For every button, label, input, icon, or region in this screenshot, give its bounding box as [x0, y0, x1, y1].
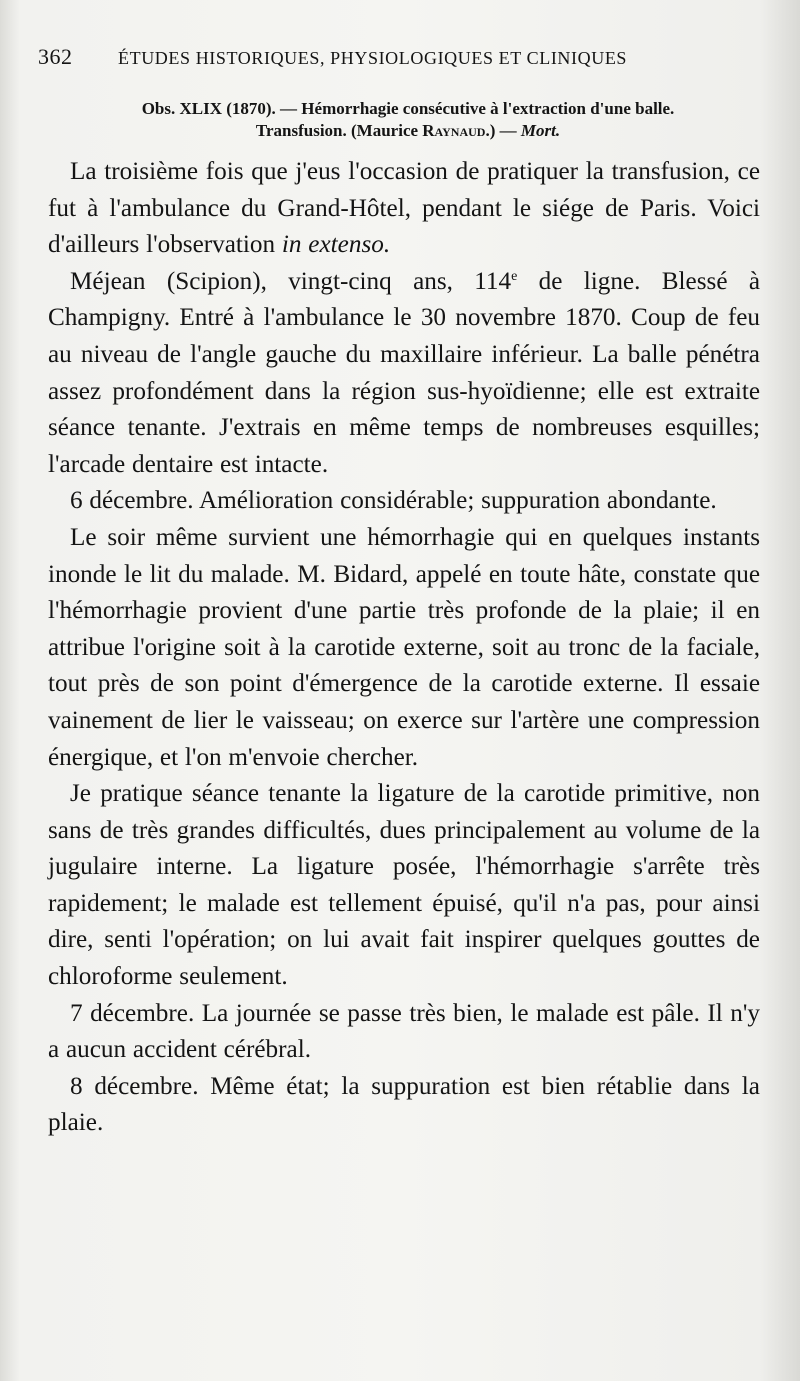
- page-number: 362: [38, 44, 73, 69]
- paragraph-5: Je pratique séance tenante la ligature de la carotide primitive, non sans de très grandes difficultés, dues principalement au volume de la jugulaire interne. La ligature posée, l'hémorrhagie s'arrête très rapidement; le malade est tellement épuisé, qu'il n'a pas, pour ainsi dire, senti l'opération; on lui avait fait inspirer quelques gouttes de chloroforme seulement.: [48, 780, 760, 991]
- observation-line2-suffix: .) —: [485, 121, 521, 140]
- paragraph-1: [48, 154, 760, 264]
- paragraph-4: Le soir même survient une hémorrhagie qui en quelques instants inonde le lit du malade. M. Bidard, appelé en toute hâte, constate que l'hémorrhagie provient d'une partie très profonde de la plaie; il en attribue l'origine soit à la carotide externe, soit au tronc de la faciale, tout près de son point d'émergence de la carotide externe. Il essaie vainement de lier le vaisseau; on exerce sur l'artère une compression énergique, et l'on m'envoie chercher.: [48, 523, 760, 771]
- observation-heading: [48, 98, 768, 142]
- running-title: ÉTUDES HISTORIQUES, PHYSIOLOGIQUES ET CLINIQUES: [118, 48, 628, 68]
- paragraph-7: 8 décembre. Même état; la suppuration est bien rétablie dans la plaie.: [48, 1072, 760, 1137]
- paragraph-1-italic: in extenso.: [281, 231, 391, 259]
- observation-subtitle: [48, 120, 768, 142]
- body-text: [48, 154, 760, 1142]
- paragraph-2: [48, 264, 760, 484]
- paragraph-1-text: La troisième fois que j'eus l'occasion de pratiquer la transfusion, ce fut à l'ambulance du Grand-Hôtel, pendant le siége de Paris. Voici d'ailleurs l'observation: [48, 158, 760, 259]
- paragraph-6: 7 décembre. La journée se passe très bien, le malade est pâle. Il n'y a aucun accident cérébral.: [48, 999, 760, 1064]
- observation-author: Raynaud: [422, 121, 486, 140]
- observation-outcome: Mort.: [520, 121, 561, 140]
- paragraph-2-superscript: e: [511, 268, 518, 284]
- observation-line2-prefix: Transfusion. (Maurice: [255, 121, 423, 140]
- running-head: [38, 44, 698, 74]
- paragraph-3: 6 décembre. Amélioration considérable; suppuration abondante.: [70, 487, 717, 515]
- paragraph-2-a: Méjean (Scipion), vingt-cinq ans, 114: [70, 267, 512, 295]
- paragraph-2-b: de ligne. Blessé à Champigny. Entré à l'ambulance le 30 novembre 1870. Coup de feu au niveau de l'angle gauche du maxillaire inférieur. La balle pénétra assez profondément dans la région sus-hyoïdienne; elle est extraite séance tenante. J'extrais en même temps de nombreuses esquilles; l'arcade dentaire est intacte.: [48, 267, 760, 478]
- observation-label: Obs. XLIX (1870). — Hémorrhagie consécutive à l'extraction d'une balle.: [141, 99, 675, 118]
